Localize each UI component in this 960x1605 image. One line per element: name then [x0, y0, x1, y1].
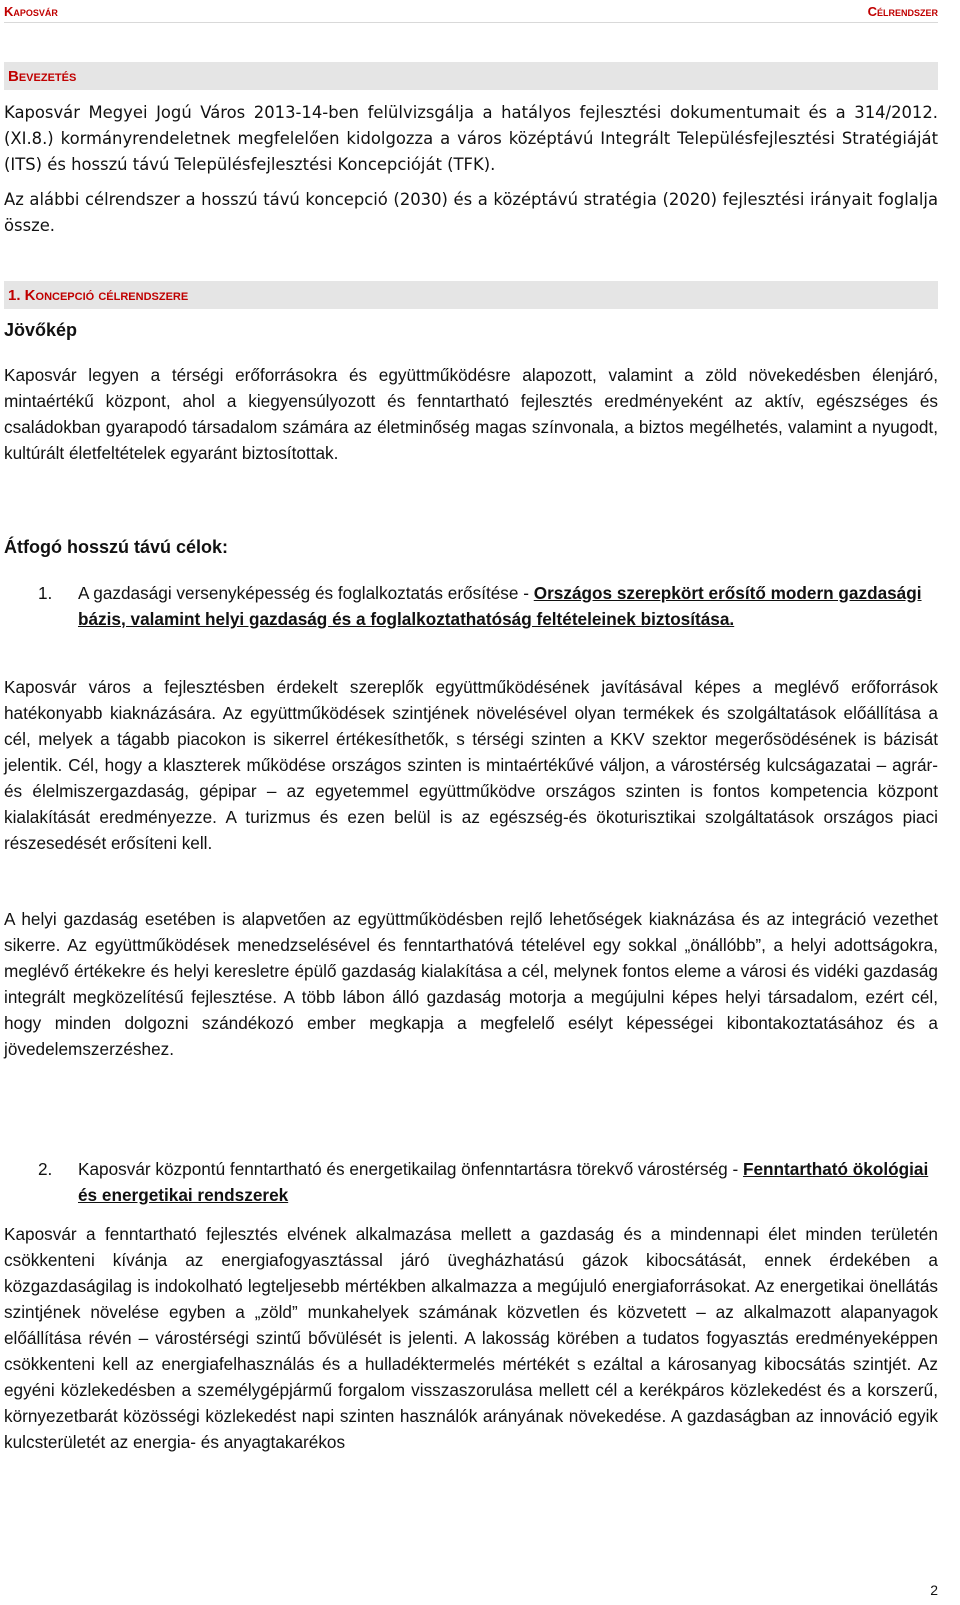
- section-heading-intro: Bevezetés: [4, 62, 938, 90]
- goal-heading: [78, 1156, 938, 1208]
- goal-2-paragraph-1: Kaposvár a fenntartható fejlesztés elvének alkalmazása mellett a gazdaság és a mindennapi élet minden területén csökkenteni kívánja az energiafogyasztással járó üvegházhatású gázok kibocsátását, ennek érdekében a közgazdaságilag is indokolható legteljesebb mértékben alkalmazza a megújuló energiaforrásokat. Az energetikai önellátás szintjének növelése egyben a „zöld” munkahelyek számának közvetlen és közvetett – az alkalmazott alapanyagok előállítása révén – várostérségi szintű bővülését is jelenti. A lakosság körében a tudatos fogyasztás eredményeképpen csökkenteni kell az energiafelhasználás és a hulladéktermelés mértékét s ezáltal a károsanyag kibocsátás szintjét. Az egyéni közlekedésben a személygépjármű forgalom visszaszorulása mellett cél a kerékpáros közlekedést és a korszerű, környezetbarát közösségi közlekedést napi szinten használók arányának növekedése. A gazdaságban az innováció egyik kulcsterületét az energia- és anyagtakarékos: [4, 1224, 938, 1452]
- intro-paragraph-1: Kaposvár Megyei Jogú Város 2013-14-ben felülvizsgálja a hatályos fejlesztési dokumentumait és a 314/2012.(XI.8.) kormányrendeletnek megfelelően kidolgozza a város középtávú Integrált Településfejlesztési Stratégiáját (ITS) és hosszú távú Településfejlesztési Koncepcióját (TFK).: [4, 103, 938, 174]
- goal-item-2: [4, 1156, 938, 1208]
- goal-title: A gazdasági versenyképesség és foglalkoztatás erősítése -: [78, 583, 534, 603]
- intro-paragraph-2: Az alábbi célrendszer a hosszú távú koncepció (2030) és a középtávú stratégia (2020) fejlesztési irányait foglalja össze.: [4, 190, 938, 235]
- section-heading-concept: 1. Koncepció célrendszere: [4, 281, 938, 309]
- goals-title: Átfogó hosszú távú célok:: [4, 537, 229, 557]
- goal-title: Kaposvár központú fenntartható és energetikailag önfenntartásra törekvő várostérség -: [78, 1159, 743, 1179]
- header-left: Kaposvár: [4, 3, 58, 19]
- goal-number: 2.: [38, 1159, 53, 1179]
- vision-title: Jövőkép: [4, 320, 78, 340]
- goal-number: 1.: [38, 583, 53, 603]
- goal-heading: [78, 580, 938, 632]
- goal-1-paragraph-1: Kaposvár város a fejlesztésben érdekelt szereplők együttműködésének javításával képes a meglévő erőforrások hatékonyabb kiaknázására. Az együttműködések szintjének növelésével olyan termékek és szolgáltatások előállítása a cél, melyek a tágabb piacokon is sikerrel értékesíthetők, s térségi szinten a KKV szektor megerősödésének is bázisát jelentik. Cél, hogy a klaszterek működése országos szinten is mintaértékűvé váljon, a várostérség kulcságazatai – agrár- és élelmiszergazdaság, gépipar – az egyetemmel együttműködve országos szinten is fontos kompetencia központ kialakítását eredményezze. A turizmus és ezen belül is az egészség-és ökoturisztikai szolgáltatások országos piaci részesedését erősíteni kell.: [4, 677, 938, 853]
- vision-paragraph: Kaposvár legyen a térségi erőforrásokra és együttműködésre alapozott, valamint a zöld növekedésben élenjáró, mintaértékű központ, ahol a kiegyensúlyozott és fenntartható fejlesztés eredményeként az aktív, egészséges és családokban gyarapodó társadalom számára az életminőség magas színvonala, a biztos megélhetés, valamint a nyugodt, kultúrált életfeltételek egyaránt biztosítottak.: [4, 365, 938, 463]
- goal-subtitle: Országos szerepkört erősítő modern gazdasági bázis, valamint helyi gazdaság és a foglalkoztathatóság feltételeinek biztosítása.: [78, 583, 922, 629]
- goal-1-paragraph-2: A helyi gazdaság esetében is alapvetően az együttműködésben rejlő lehetőségek kiaknázása és az integráció vezethet sikerre. Az együttműködések menedzselésével és fenntarthatóvá tételével egy sokkal „önállóbb”, a helyi adottságokra, meglévő értékekre és helyi keresletre épülő gazdaság kialakítása a cél, melynek fontos eleme a városi és vidéki gazdaság integrált megközelítésű fejlesztése. A több lábon álló gazdaság motorja a megújulni képes helyi társadalom, ezért cél, hogy minden dolgozni szándékozó ember megkapja a megfelelő esélyt képességei kibontakoztatásához és a jövedelemszerzéshez.: [4, 909, 938, 1059]
- goal-item-1: [4, 580, 938, 632]
- running-header: [4, 0, 938, 23]
- page-number: 2: [930, 1582, 938, 1598]
- goal-subtitle: Fenntartható ökológiai és energetikai rendszerek: [78, 1159, 929, 1205]
- header-right: Célrendszer: [867, 3, 938, 19]
